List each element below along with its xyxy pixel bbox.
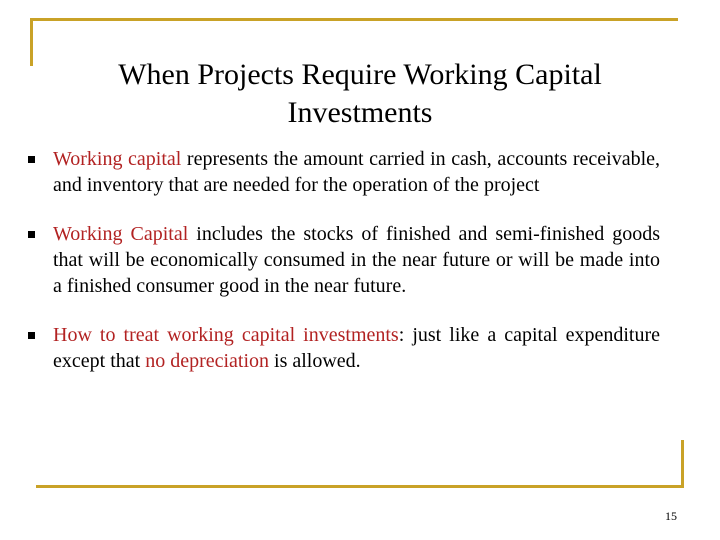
page-number: 15: [665, 509, 677, 523]
bullet-accent-term: Working Capital: [53, 223, 189, 245]
bullet-text: is allowed.: [269, 350, 361, 372]
slide-title: When Projects Require Working Capital Investments: [118, 58, 602, 129]
square-bullet-icon: [28, 231, 35, 238]
bullet-accent-term: no depreciation: [145, 350, 270, 372]
bullet-text: : just like a capital expenditure except that: [53, 324, 661, 372]
frame-left-line: [30, 18, 33, 66]
frame-top-line: [30, 18, 678, 21]
square-bullet-icon: [28, 332, 35, 339]
bullet-list: [20, 146, 660, 397]
bullet-item: [20, 221, 660, 299]
bullet-accent-term: How to treat working capital investments: [53, 324, 399, 346]
bullet-text: represents the amount carried in cash, accounts receivable, and inventory that are needed for the operation of the project: [53, 148, 661, 196]
frame-right-line: [681, 440, 684, 488]
bullet-item: [20, 322, 660, 374]
frame-bottom-line: [36, 485, 684, 488]
bullet-accent-term: Working capital: [53, 148, 182, 170]
bullet-item: [20, 146, 660, 198]
square-bullet-icon: [28, 156, 35, 163]
bullet-text: includes the stocks of finished and semi-finished goods that will be economically consumed in the near future or will be made into a finished consumer good in the near future.: [53, 223, 660, 297]
